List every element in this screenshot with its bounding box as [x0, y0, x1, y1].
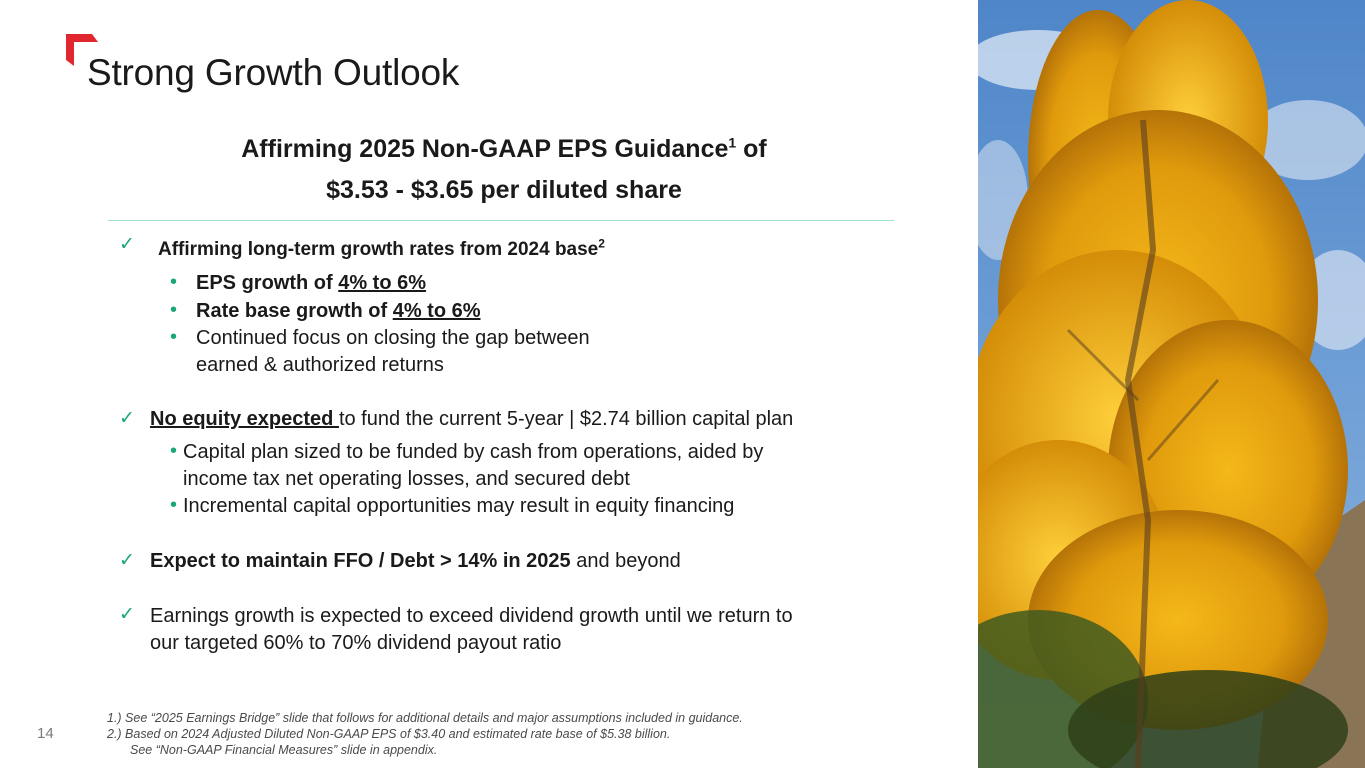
point1-label: Affirming long-term growth rates from 2024 base	[158, 239, 599, 260]
capital-funding-item-line2: income tax net operating losses, and secured debt	[183, 468, 630, 490]
guidance-headline-text: Affirming 2025 Non-GAAP EPS Guidance	[241, 135, 729, 163]
bullet-icon: •	[170, 494, 178, 516]
eps-growth-label: EPS growth of	[196, 272, 339, 294]
guidance-headline-suffix: of	[736, 135, 767, 163]
ffo-debt-label: Expect to maintain FFO / Debt > 14% in 2025	[150, 550, 571, 572]
returns-gap-item-line1: Continued focus on closing the gap between	[196, 327, 590, 349]
incremental-capital-item: Incremental capital opportunities may result in equity financing	[183, 495, 735, 517]
page-number: 14	[37, 725, 54, 742]
no-equity-label: No equity expected	[150, 408, 339, 430]
capital-plan-text: to fund the current 5-year | $2.74 billion capital plan	[338, 408, 794, 430]
checkmark-icon: ✓	[119, 603, 135, 625]
rate-base-growth-item	[196, 298, 481, 324]
point3-text	[150, 548, 681, 574]
headline-divider	[108, 220, 894, 221]
capital-funding-item-line1: Capital plan sized to be funded by cash from operations, aided by	[183, 441, 764, 463]
bullet-icon: •	[170, 299, 178, 321]
dividend-point-line2: our targeted 60% to 70% dividend payout ratio	[150, 632, 562, 654]
rate-base-growth-value: 4% to 6%	[392, 300, 481, 322]
checkmark-icon: ✓	[119, 407, 135, 429]
slide-title: Strong Growth Outlook	[87, 52, 460, 93]
ffo-debt-rest: and beyond	[570, 550, 681, 572]
guidance-range: $3.53 - $3.65 per diluted share	[326, 176, 682, 204]
dividend-point-line1: Earnings growth is expected to exceed dividend growth until we return to	[150, 605, 793, 627]
footnote-2: 2.) Based on 2024 Adjusted Diluted Non-GAAP EPS of $3.40 and estimated rate base of $5.38 billion.	[107, 727, 671, 741]
returns-gap-item-line2: earned & authorized returns	[196, 354, 444, 376]
guidance-headline	[108, 135, 900, 164]
rate-base-growth-label: Rate base growth of	[196, 300, 393, 322]
checkmark-icon: ✓	[119, 549, 135, 571]
footnote-ref-1: 1	[728, 134, 737, 151]
autumn-tree-photo	[978, 0, 1365, 768]
footnote-3: See “Non-GAAP Financial Measures” slide in appendix.	[130, 743, 438, 757]
point2-text	[150, 406, 793, 432]
footnote-ref-2: 2	[598, 236, 605, 251]
checkmark-icon: ✓	[119, 233, 135, 255]
bullet-icon: •	[170, 326, 178, 348]
bullet-icon: •	[170, 271, 178, 293]
footnote-1: 1.) See “2025 Earnings Bridge” slide that follows for additional details and major assumptions included in guidance.	[107, 711, 743, 725]
eps-growth-item	[196, 270, 426, 296]
point1-text	[158, 237, 605, 263]
bullet-icon: •	[170, 440, 178, 462]
eps-growth-value: 4% to 6%	[338, 272, 427, 294]
